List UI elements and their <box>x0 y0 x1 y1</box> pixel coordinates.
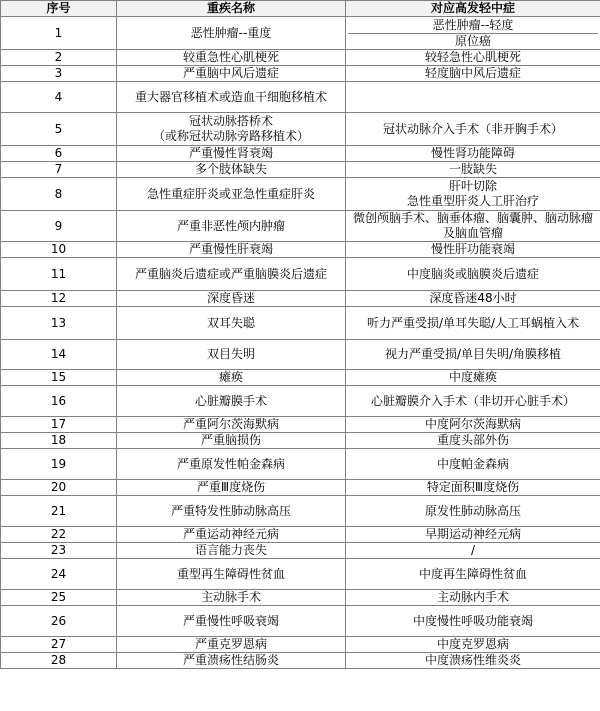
severe-disease-text: 严重慢性呼吸衰竭 <box>182 613 279 628</box>
row-number: 18 <box>1 433 117 449</box>
moderate-disease-cell <box>346 527 600 543</box>
severe-disease-text: 严重溃疡性结肠炎 <box>182 653 279 667</box>
severe-disease-cell <box>117 590 346 606</box>
severe-disease-cell <box>117 178 346 211</box>
table-row <box>1 433 600 449</box>
moderate-disease-text: / <box>470 543 476 557</box>
moderate-disease-cell <box>346 291 600 307</box>
header-row <box>1 1 600 17</box>
moderate-disease-text: 听力严重受损/单耳失聪/人工耳蜗植入术 <box>366 315 580 330</box>
moderate-disease-cell <box>346 242 600 258</box>
severe-disease-text: 严重运动神经元病 <box>182 527 279 541</box>
moderate-disease-text: 中度再生障碍性贫血 <box>418 566 527 581</box>
table-row <box>1 258 600 291</box>
row-number: 25 <box>1 590 117 606</box>
table-row <box>1 496 600 527</box>
severe-disease-text: 冠状动脉搭桥术 <box>188 114 273 128</box>
severe-disease-cell <box>117 242 346 258</box>
severe-disease-text: 恶性肿瘤--重度 <box>190 25 272 40</box>
severe-disease-text: 双目失明 <box>206 347 255 361</box>
moderate-disease-text: 早期运动神经元病 <box>424 527 521 541</box>
severe-disease-text: 严重脑炎后遗症或严重脑膜炎后遗症 <box>134 266 327 281</box>
table-row <box>1 50 600 66</box>
severe-disease-cell <box>117 480 346 496</box>
severe-disease-cell <box>117 386 346 417</box>
moderate-disease-text: 较轻急性心肌梗死 <box>424 50 521 64</box>
moderate-disease-text: 中度溃疡性维炎炎 <box>424 653 521 667</box>
severe-disease-cell <box>117 370 346 386</box>
severe-disease-cell <box>117 291 346 307</box>
severe-disease-text: 严重Ⅲ度烧伤 <box>196 480 266 494</box>
moderate-disease-text: 特定面积Ⅲ度烧伤 <box>426 480 520 494</box>
severe-disease-text: 重大器官移植术或造血干细胞移植术 <box>134 89 327 104</box>
row-number: 19 <box>1 449 117 480</box>
moderate-disease-text: 中度脑炎或脑膜炎后遗症 <box>406 266 539 281</box>
moderate-disease-cell <box>346 480 600 496</box>
moderate-disease-text: 中度帕金森病 <box>436 456 509 471</box>
moderate-disease-text: 慢性肝功能衰竭 <box>430 242 515 256</box>
row-number: 21 <box>1 496 117 527</box>
moderate-disease-text: 及脑血管瘤 <box>442 226 503 240</box>
severe-disease-cell <box>117 146 346 162</box>
moderate-disease-cell <box>346 113 600 146</box>
moderate-disease-text: 心脏瓣膜介入手术（非切开心脏手术） <box>370 393 575 408</box>
table-row <box>1 653 600 669</box>
severe-disease-cell <box>117 606 346 637</box>
row-number: 1 <box>1 17 117 50</box>
table-row <box>1 590 600 606</box>
row-number: 2 <box>1 50 117 66</box>
moderate-disease-text: 急性重型肝炎人工肝治疗 <box>406 194 539 208</box>
severe-disease-cell <box>117 162 346 178</box>
table-row <box>1 162 600 178</box>
row-number: 26 <box>1 606 117 637</box>
moderate-disease-cell <box>346 211 600 242</box>
severe-disease-cell <box>117 211 346 242</box>
moderate-disease-cell <box>346 340 600 370</box>
severe-disease-text: 严重特发性肺动脉高压 <box>170 503 291 518</box>
row-number: 24 <box>1 559 117 590</box>
moderate-disease-text: 原位癌 <box>454 33 491 48</box>
moderate-disease-cell <box>346 449 600 480</box>
moderate-disease-cell <box>346 50 600 66</box>
moderate-disease-cell <box>346 178 600 211</box>
moderate-disease-cell <box>346 637 600 653</box>
table-row <box>1 291 600 307</box>
table-row <box>1 113 600 146</box>
moderate-disease-text: 中度阿尔茨海默病 <box>424 417 521 431</box>
moderate-disease-cell <box>346 162 600 178</box>
row-number: 8 <box>1 178 117 211</box>
moderate-disease-text: 肝叶切除 <box>448 179 497 193</box>
severe-disease-text: 瘫痪 <box>218 370 243 384</box>
severe-disease-text: 严重脑损伤 <box>200 433 261 447</box>
table-body <box>1 17 600 669</box>
severe-disease-cell <box>117 66 346 82</box>
moderate-disease-cell <box>346 146 600 162</box>
severe-disease-cell <box>117 340 346 370</box>
table-row <box>1 543 600 559</box>
row-number: 22 <box>1 527 117 543</box>
moderate-disease-cell <box>346 82 600 113</box>
table-row <box>1 449 600 480</box>
moderate-disease-cell <box>346 559 600 590</box>
moderate-disease-cell <box>346 307 600 340</box>
table-row <box>1 242 600 258</box>
severe-disease-cell <box>117 82 346 113</box>
row-number: 17 <box>1 417 117 433</box>
table-row <box>1 527 600 543</box>
row-number: 27 <box>1 637 117 653</box>
row-number: 15 <box>1 370 117 386</box>
table-row <box>1 17 600 50</box>
moderate-disease-cell <box>346 417 600 433</box>
row-number: 14 <box>1 340 117 370</box>
moderate-disease-text: 深度昏迷48小时 <box>429 291 517 305</box>
severe-disease-text: 严重原发性帕金森病 <box>176 456 285 471</box>
moderate-disease-cell <box>346 496 600 527</box>
severe-disease-cell <box>117 307 346 340</box>
row-number: 6 <box>1 146 117 162</box>
severe-disease-cell <box>117 637 346 653</box>
severe-disease-cell <box>117 17 346 50</box>
severe-disease-text: 深度昏迷 <box>206 291 255 305</box>
severe-disease-text: 心脏瓣膜手术 <box>194 393 267 408</box>
moderate-disease-text: 中度瘫痪 <box>448 370 497 384</box>
severe-disease-text: 严重慢性肝衰竭 <box>188 242 273 256</box>
severe-disease-cell <box>117 50 346 66</box>
row-number: 20 <box>1 480 117 496</box>
moderate-disease-cell <box>346 370 600 386</box>
row-number: 10 <box>1 242 117 258</box>
row-number: 9 <box>1 211 117 242</box>
severe-disease-text: 主动脉手术 <box>200 590 261 604</box>
moderate-disease-cell <box>346 543 600 559</box>
row-number: 16 <box>1 386 117 417</box>
row-number: 28 <box>1 653 117 669</box>
severe-disease-cell <box>117 433 346 449</box>
severe-disease-text: 较重急性心肌梗死 <box>182 50 279 64</box>
table-row <box>1 417 600 433</box>
severe-disease-text: 严重克罗恩病 <box>194 637 267 651</box>
moderate-disease-cell <box>346 17 600 50</box>
moderate-disease-text: 中度克罗恩病 <box>436 637 509 651</box>
row-number: 12 <box>1 291 117 307</box>
severe-disease-cell <box>117 543 346 559</box>
table-row <box>1 606 600 637</box>
header-severe-disease: 重疾名称 <box>117 1 346 17</box>
moderate-disease-text: 慢性肾功能障碍 <box>430 146 515 160</box>
moderate-disease-text: 视力严重受损/单目失明/角膜移植 <box>384 347 562 361</box>
row-number: 4 <box>1 82 117 113</box>
table-row <box>1 178 600 211</box>
severe-disease-text: 严重慢性肾衰竭 <box>188 146 273 160</box>
row-number: 23 <box>1 543 117 559</box>
moderate-disease-text: 一肢缺失 <box>448 162 497 176</box>
moderate-disease-text: 中度慢性呼吸功能衰竭 <box>412 613 533 628</box>
header-index: 序号 <box>1 1 117 17</box>
moderate-disease-text: 轻度脑中风后遗症 <box>424 66 521 80</box>
severe-disease-cell <box>117 258 346 291</box>
moderate-disease-text: 原发性肺动脉高压 <box>424 503 521 518</box>
severe-disease-text: 严重阿尔茨海默病 <box>182 417 279 431</box>
table-row <box>1 370 600 386</box>
moderate-disease-cell <box>346 653 600 669</box>
severe-disease-text: 双耳失聪 <box>206 315 255 330</box>
moderate-disease-text: 主动脉内手术 <box>436 590 509 604</box>
table-row <box>1 559 600 590</box>
moderate-disease-text: 恶性肿瘤--轻度 <box>348 18 598 34</box>
moderate-disease-cell <box>346 433 600 449</box>
moderate-disease-text: 重度头部外伤 <box>436 433 509 447</box>
severe-disease-text: 严重脑中风后遗症 <box>182 66 279 80</box>
table-row <box>1 307 600 340</box>
severe-disease-text: 严重非恶性颅内肿瘤 <box>176 218 285 233</box>
moderate-disease-text: 冠状动脉介入手术（非开胸手术） <box>382 121 563 136</box>
row-number: 3 <box>1 66 117 82</box>
moderate-disease-cell <box>346 66 600 82</box>
row-number: 5 <box>1 113 117 146</box>
table-row <box>1 146 600 162</box>
severe-disease-cell <box>117 653 346 669</box>
table-row <box>1 340 600 370</box>
severe-disease-text: 多个肢体缺失 <box>194 162 267 176</box>
severe-disease-cell <box>117 417 346 433</box>
severe-disease-cell <box>117 559 346 590</box>
row-number: 13 <box>1 307 117 340</box>
severe-disease-text: 急性重症肝炎或亚急性重症肝炎 <box>146 186 315 201</box>
moderate-disease-cell <box>346 386 600 417</box>
moderate-disease-cell <box>346 258 600 291</box>
table-row <box>1 386 600 417</box>
row-number: 7 <box>1 162 117 178</box>
table-row <box>1 211 600 242</box>
header-moderate-disease: 对应高发轻中症 <box>346 1 600 17</box>
severe-disease-cell <box>117 113 346 146</box>
table-row <box>1 66 600 82</box>
table-row <box>1 637 600 653</box>
moderate-disease-cell <box>346 606 600 637</box>
moderate-disease-cell <box>346 590 600 606</box>
table-row <box>1 82 600 113</box>
row-number: 11 <box>1 258 117 291</box>
table-row <box>1 480 600 496</box>
severe-disease-text: （或称冠状动脉旁路移植术） <box>152 129 309 143</box>
severe-disease-cell <box>117 527 346 543</box>
severe-disease-text: 重型再生障碍性贫血 <box>176 566 285 581</box>
severe-disease-cell <box>117 449 346 480</box>
severe-disease-text: 语言能力丧失 <box>194 543 267 557</box>
moderate-disease-text: 微创颅脑手术、脑垂体瘤、脑囊肿、脑动脉瘤 <box>352 211 593 225</box>
severe-disease-cell <box>117 496 346 527</box>
